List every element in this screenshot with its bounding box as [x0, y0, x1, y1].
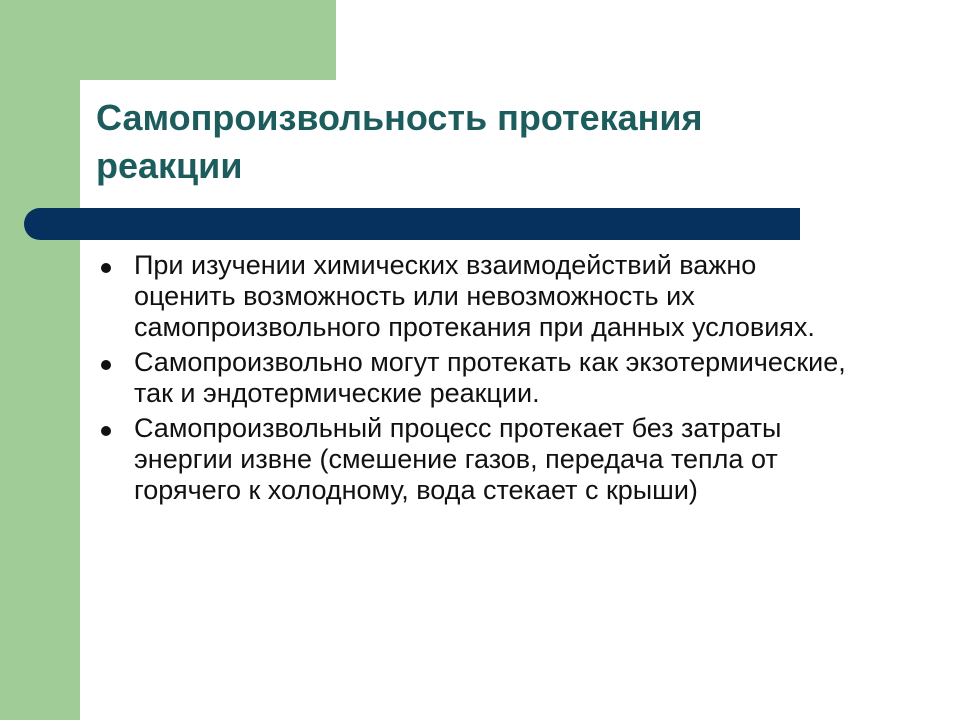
bullet-item: [96, 413, 856, 506]
bullet-text: Самопроизвольный процесс протекает без затраты энергии извне (смешение газов, передача тепла от горячего к холодному, вода стекает с крыши): [134, 413, 782, 505]
bullet-text: Самопроизвольно могут протекать как экзотермические, так и эндотермические реакции.: [134, 347, 846, 408]
bullet-list: [96, 250, 856, 510]
title-underline-bar: [24, 208, 800, 240]
bullet-dot-icon: [101, 360, 111, 370]
bullet-dot-icon: [101, 263, 111, 273]
bullet-item: [96, 347, 856, 409]
bullet-dot-icon: [101, 426, 111, 436]
slide-title: Самопроизвольность протекания реакции: [96, 97, 703, 186]
decorative-top-band: [0, 0, 336, 80]
decorative-left-band: [0, 0, 80, 720]
bullet-item: [96, 250, 856, 343]
bullet-text: При изучении химических взаимодействий важно оценить возможность или невозможность их самопроизвольного протекания при данных условиях.: [134, 250, 815, 342]
